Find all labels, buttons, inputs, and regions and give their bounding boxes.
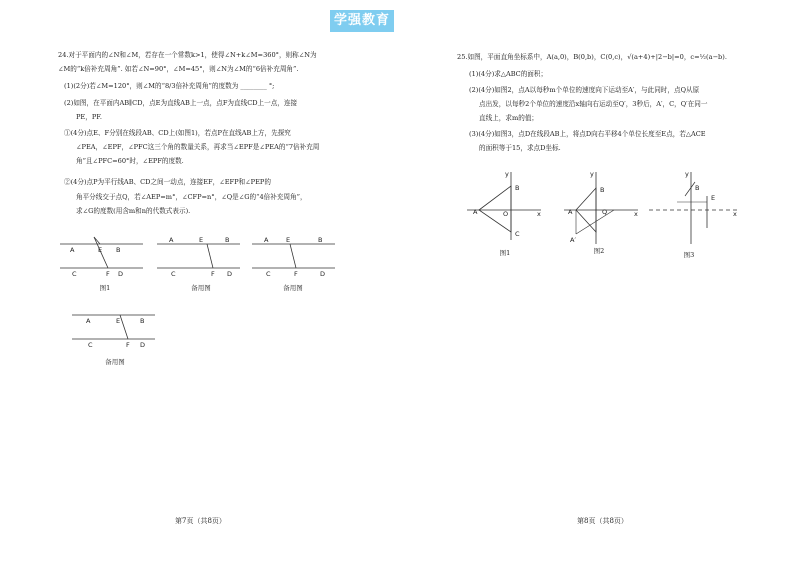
coord-fig2-caption: 图2 xyxy=(593,247,605,255)
q25-part2-line2: 点出发，以每秒2个单位的速度沿x轴向右运动至Q′，3秒后，A′，C，Q′在同一 xyxy=(479,100,708,108)
coord-fig1-diagram xyxy=(465,168,545,243)
spare3-label-d: D xyxy=(140,341,146,349)
fig1-caption: 图1 xyxy=(99,284,111,292)
spare2-label-e: E xyxy=(286,236,291,244)
spare1-label-d: D xyxy=(227,270,233,278)
q25-line1: 25.如图，平面直角坐标系中，A(a,0)，B(0,b)，C(0,c)，√(a+4)+|2−b|=0，c=½(a−b). xyxy=(457,53,727,61)
right-page xyxy=(397,0,793,561)
coord-fig3-label-y: y xyxy=(685,170,689,178)
fig1-label-b: B xyxy=(116,246,121,254)
fig1-label-c: C xyxy=(72,270,77,278)
q24-sub2-line1: ②(4分)点P为平行线AB、CD之间一动点，连接EF，∠EFP和∠PEP的 xyxy=(64,178,271,186)
spare3-caption: 备用图 xyxy=(105,358,125,366)
spare3-label-e: E xyxy=(116,317,121,325)
spare1-label-b: B xyxy=(225,236,230,244)
spare2-label-f: F xyxy=(294,270,298,278)
spare2-diagram xyxy=(250,232,340,282)
q24-line1: 24.对于平面内的∠N和∠M，若存在一个常数k>1，使得∠N+k∠M=360°，则称∠N为 xyxy=(58,51,317,59)
coord-fig2-label-a: A xyxy=(568,208,573,216)
spare2-label-d: D xyxy=(320,270,326,278)
spare1-label-c: C xyxy=(171,270,176,278)
q24-sub1-line1: ①(4分)点E、F分别在线段AB、CD上(如图1)，若点P在直线AB上方，先探究 xyxy=(64,129,291,137)
spare2-label-a: A xyxy=(264,236,269,244)
q25-part2-line3: 直线上，求m的值； xyxy=(479,114,539,122)
coord-fig3-label-e: E xyxy=(711,194,716,202)
coord-fig1-label-b: B xyxy=(515,184,520,192)
q25-part2-line1: (2)(4分)如图2，点A以每秒m个单位的速度向下运动至A′，与此同时，点Q从原 xyxy=(469,86,700,94)
coord-fig3-caption: 图3 xyxy=(683,251,695,259)
q25-part3-line2: 的面积等于15，求点D坐标. xyxy=(479,144,561,152)
spare2-label-c: C xyxy=(266,270,271,278)
q24-sub2-line2: 角平分线交于点Q，若∠AEP=m°，∠CFP=n°，∠Q是∠G的“4倍补充周角”， xyxy=(76,193,307,201)
coord-fig1-label-o: O xyxy=(503,210,509,218)
q24-part1: (1)(2分)若∠M=120°，则∠M的“8/3倍补充周角”的度数为 ________ °; xyxy=(64,82,275,90)
spare3-label-c: C xyxy=(88,341,93,349)
spare2-caption: 备用图 xyxy=(283,284,303,292)
left-page xyxy=(0,0,396,561)
spare3-label-a: A xyxy=(86,317,91,325)
coord-fig2-label-q: Q xyxy=(602,208,608,216)
spare3-label-f: F xyxy=(126,341,130,349)
coord-fig1-label-x: x xyxy=(537,210,541,218)
q24-line2: ∠M的“k倍补充周角”. 如若∠N=90°，∠M=45°，则∠N为∠M的“6倍补充周角”. xyxy=(58,65,299,73)
fig1-label-f: F xyxy=(106,270,110,278)
spare1-label-a: A xyxy=(169,236,174,244)
right-page-footer: 第8页（共8页） xyxy=(577,517,628,525)
coord-fig2-label-y: y xyxy=(590,170,594,178)
coord-fig2-label-b: B xyxy=(600,186,605,194)
fig1-label-e: E xyxy=(98,246,103,254)
coord-fig2-label-x: x xyxy=(634,210,638,218)
brand-logo: 学强教育 xyxy=(330,10,394,32)
q24-sub1-line3: 角”且∠PFC=60°时，∠EPF的度数. xyxy=(76,157,184,165)
spare3-label-b: B xyxy=(140,317,145,325)
fig1-diagram xyxy=(58,232,148,282)
spare1-label-f: F xyxy=(211,270,215,278)
q24-part2-line1: (2)如图，在平面内AB∥CD，点E为直线AB上一点，点F为直线CD上一点，连接 xyxy=(64,99,298,107)
spare1-label-e: E xyxy=(199,236,204,244)
spare1-caption: 备用图 xyxy=(191,284,211,292)
coord-fig1-label-c: C xyxy=(515,230,520,238)
fig1-label-d: D xyxy=(118,270,124,278)
coord-fig2-diagram xyxy=(562,168,642,248)
coord-fig3-label-x: x xyxy=(733,210,737,218)
coord-fig2-label-a-prime: A′ xyxy=(570,236,576,244)
q25-part3-line1: (3)(4分)如图3，点D在线段AB上，将点D向右平移4个单位长度至E点，若△ACE xyxy=(469,130,706,138)
spare1-diagram xyxy=(155,232,245,282)
q24-sub2-line3: 求∠G的度数(用含m和n的代数式表示). xyxy=(76,207,191,215)
coord-fig3-diagram xyxy=(647,168,742,248)
coord-fig3-label-b: B xyxy=(695,184,700,192)
q24-sub1-line2: ∠PEA，∠EPF，∠PFC这三个角的数量关系，再求当∠EPF是∠PEA的“7倍补充周 xyxy=(76,143,320,151)
coord-fig1-label-a: A xyxy=(473,208,478,216)
spare3-diagram xyxy=(70,305,160,355)
coord-fig1-caption: 图1 xyxy=(499,249,511,257)
fig1-label-a: A xyxy=(70,246,75,254)
q24-part2-line2: PE，PF. xyxy=(76,113,102,121)
left-page-footer: 第7页（共8页） xyxy=(175,517,226,525)
spare2-label-b: B xyxy=(318,236,323,244)
q25-part1: (1)(4分)求△ABC的面积； xyxy=(469,70,548,78)
coord-fig1-label-y: y xyxy=(505,170,509,178)
